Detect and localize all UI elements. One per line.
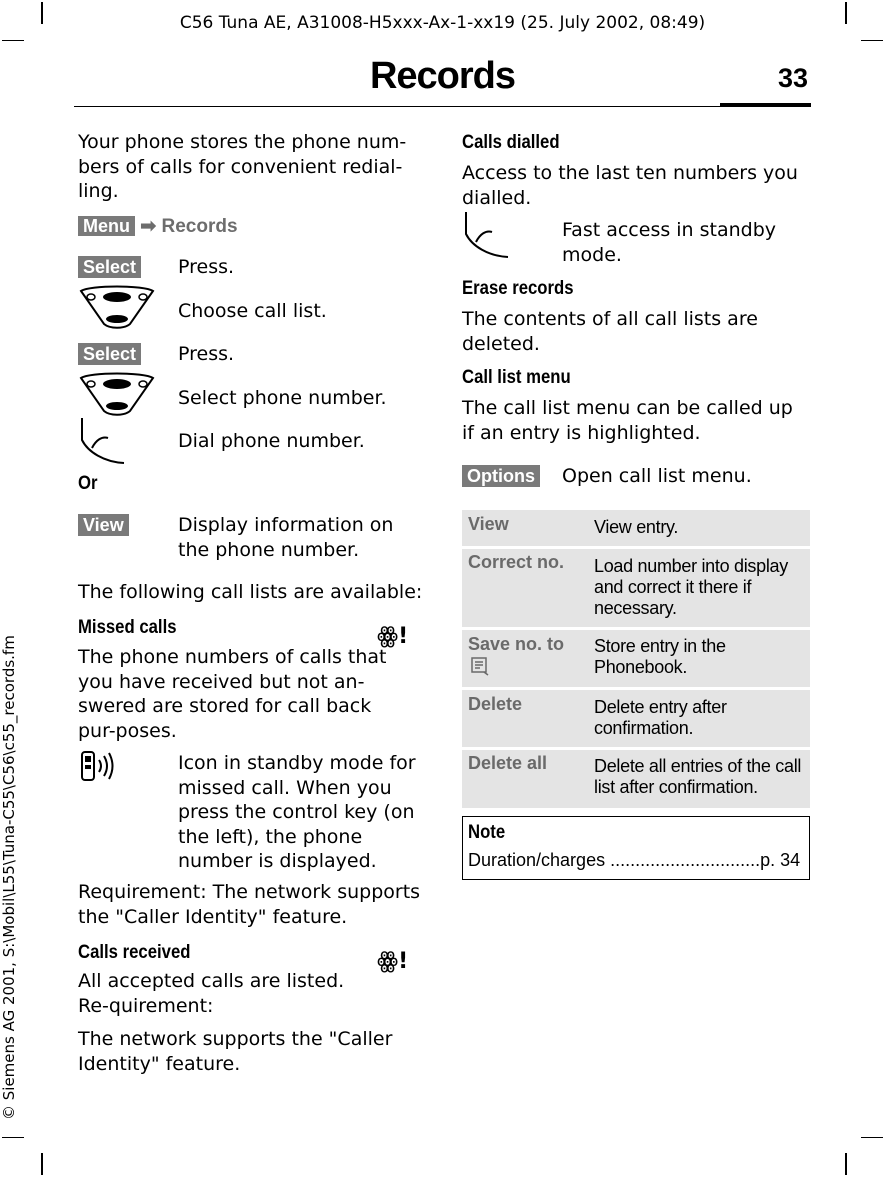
intro-paragraph: [78, 130, 418, 204]
crop-mark: [861, 40, 883, 41]
table-row: [462, 630, 810, 687]
note-page-ref: p. 34: [760, 850, 801, 870]
calls-received-heading: Calls received: [78, 942, 191, 963]
crop-mark: [861, 1137, 883, 1138]
crop-mark: [2, 1137, 24, 1138]
call-list-menu-heading: Call list menu: [462, 367, 571, 388]
options-text: Open call list menu.: [562, 465, 752, 487]
step-text: Select phone number.: [178, 387, 387, 409]
erase-records-text: The contents of all call lists are deleted.: [462, 308, 758, 355]
network-service-icon: ꙮ!: [377, 949, 409, 974]
table-key: View: [468, 514, 509, 534]
phonebook-icon: [470, 656, 490, 681]
table-value: Delete entry after confirmation.: [594, 697, 727, 738]
options-key[interactable]: Options: [462, 465, 540, 487]
copyright-side-text: © Siemens AG 2001, S:\Mobil\L55\Tuna-C55\C56\c55_records.fm: [0, 635, 18, 1120]
page-number: 33: [778, 63, 809, 93]
crop-mark: [845, 1153, 847, 1175]
arrow-icon: ➡: [140, 216, 157, 237]
dialled-icon-text: Fast access in standby mode.: [562, 219, 777, 266]
view-step-text: Display information on the phone number.: [178, 514, 394, 561]
table-value: Delete all entries of the call list after confirmation.: [594, 756, 802, 797]
breadcrumb: [78, 215, 238, 238]
header-rule-thick: [720, 103, 811, 107]
note-leader-dots: ..............................: [610, 850, 761, 870]
view-key[interactable]: View: [78, 514, 129, 536]
note-box: [462, 816, 810, 880]
note-cross-reference[interactable]: [468, 850, 804, 871]
select-key[interactable]: Select: [78, 343, 141, 365]
nav-key-icon: [78, 285, 156, 334]
file-info-header: C56 Tuna AE, A31008-H5xxx-Ax-1-xx19 (25. July 2002, 08:49): [179, 13, 706, 33]
calls-received-text: All accepted calls are listed. Re-quirement:: [78, 970, 345, 1017]
crop-mark: [41, 1153, 43, 1175]
call-list-menu-table: [462, 510, 810, 808]
table-key: Save no. to: [468, 634, 565, 654]
call-list-menu-text: The call list menu can be called up if an entry is highlighted.: [462, 397, 793, 444]
step-text: Choose call list.: [178, 300, 327, 322]
table-row: [462, 690, 810, 747]
table-value: Store entry in the Phonebook.: [594, 636, 726, 677]
available-lists-text: The following call lists are available:: [78, 581, 423, 603]
table-row: [462, 510, 810, 546]
intro-text: Your phone stores the phone num-bers of calls for convenient redial-ling.: [78, 131, 407, 202]
crop-mark: [2, 40, 24, 41]
or-label: Or: [78, 473, 98, 494]
table-value: Load number into display and correct it there if necessary.: [594, 556, 788, 618]
missed-call-icon: [80, 750, 116, 789]
note-title: Note: [468, 822, 506, 843]
header-rule: [74, 106, 720, 107]
step-text: Dial phone number.: [178, 430, 365, 452]
missed-calls-text: The phone numbers of calls that you have received but not an-swered are stored for call back pur-poses.: [78, 646, 387, 742]
menu-key[interactable]: Menu: [78, 216, 135, 236]
table-key: Delete all: [468, 753, 548, 773]
missed-icon-text: Icon in standby mode for missed call. When you press the control key (on the left), the phone number is displayed.: [178, 752, 416, 872]
select-key[interactable]: Select: [78, 256, 141, 278]
breadcrumb-target: Records: [161, 216, 238, 237]
missed-calls-heading: Missed calls: [78, 617, 177, 638]
page-title: Records: [369, 55, 516, 97]
table-value: View entry.: [594, 517, 679, 537]
calls-dialled-text: Access to the last ten numbers you dialled.: [462, 162, 798, 209]
call-key-icon: [462, 208, 512, 265]
calls-received-text2: The network supports the "Caller Identity" feature.: [78, 1028, 393, 1075]
call-key-icon: [78, 414, 128, 471]
table-key: Correct no.: [468, 552, 565, 572]
table-key: Delete: [468, 694, 523, 714]
table-row: [462, 549, 810, 627]
calls-dialled-heading: Calls dialled: [462, 132, 560, 153]
note-item: Duration/charges: [468, 850, 606, 870]
step-text: Press.: [178, 343, 235, 365]
network-service-icon: ꙮ!: [377, 624, 409, 649]
missed-requirement-text: Requirement: The network supports the "Caller Identity" feature.: [78, 881, 421, 928]
table-row: [462, 750, 810, 808]
step-text: Press.: [178, 256, 235, 278]
erase-records-heading: Erase records: [462, 278, 574, 299]
